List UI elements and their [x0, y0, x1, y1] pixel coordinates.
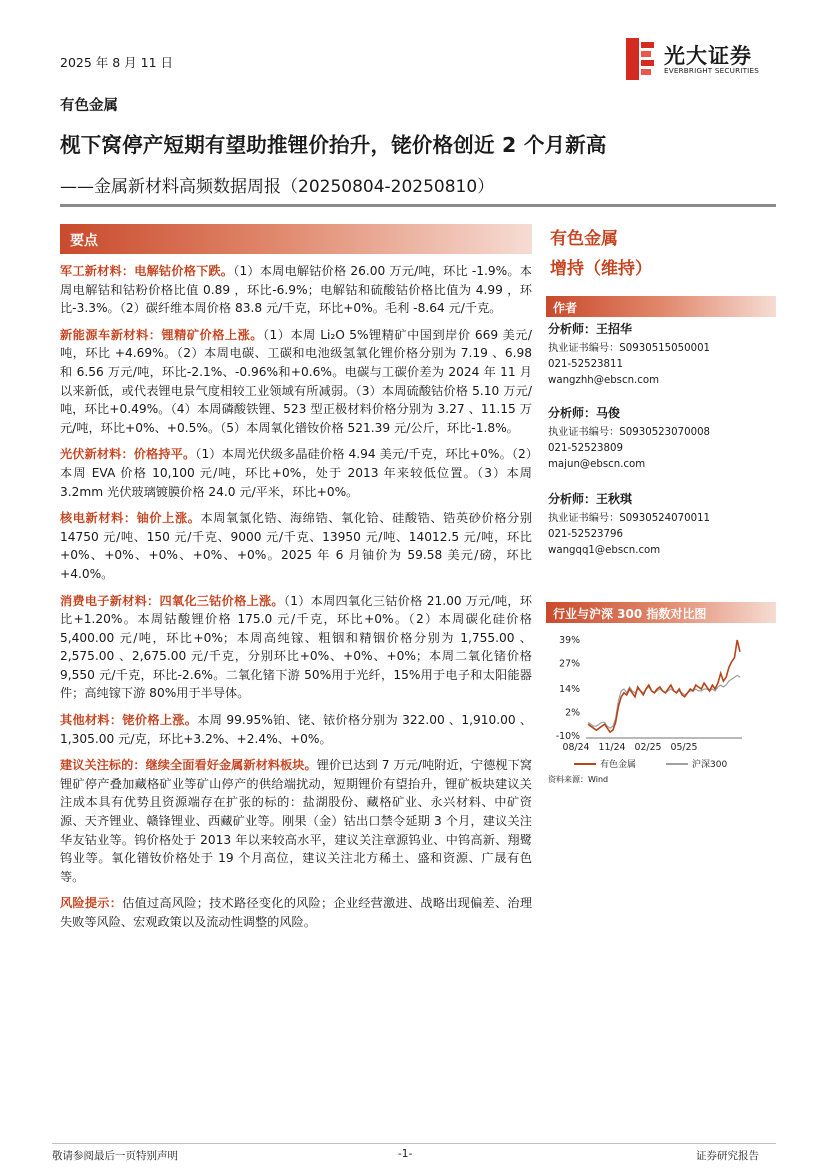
x-tick-label: 02/25 — [634, 742, 662, 753]
analyst-card — [548, 490, 776, 559]
sidebar-rating: 增持（维持） — [550, 259, 652, 279]
paragraph-risk — [60, 894, 532, 931]
analyst-phone: 021-52523811 — [548, 359, 623, 370]
footer-report-type: 证券研究报告 — [696, 1150, 759, 1162]
sector-label: 有色金属 — [60, 98, 118, 114]
paragraph-lead: 军工新材料：电解钴价格下跌。 — [60, 264, 234, 278]
logo-text-cn: 光大证券 — [664, 44, 752, 68]
paragraph-lead: 风险提示： — [60, 896, 123, 911]
paragraph-body: （1）本周光伏级多晶硅价格 4.94 美元/千克，环比+0%。（2）本周 EVA 价格 10,100 元/吨，环比+0%，处于 2013 年来较低位置。（3）本周 3.2mm 光伏玻璃镀膜价格 24.0 元/平米，环比+0%。 — [60, 447, 533, 499]
author-header — [546, 296, 776, 317]
paragraph-lead: 消费电子新材料：四氧化三钴价格上涨。 — [60, 593, 284, 608]
series-line — [588, 640, 740, 732]
analyst-phone: 021-52523796 — [548, 529, 623, 540]
report-subtitle: ——金属新材料高频数据周报（20250804-20250810） — [60, 177, 495, 197]
analyst-name: 分析师：王秋琪 — [548, 492, 633, 506]
paragraph-body: 锂价已达到 7 万元/吨附近，宁德枧下窝锂矿停产叠加藏格矿业等矿山停产的供给端扰动，短期锂价有望抬升，锂矿板块建议关注成本具有优势且资源端存在扩张的标的：盐湖股份、藏格矿业、永兴材料、中矿资源、天齐锂业、赣锋锂业、西藏矿业等。刚果（金）钴出口禁令延期 3 个月，建议关注华友钴业等。钨价格处于 2013 年以来较高水平，建议关注章源钨业、中钨高新、翔鹭钨业等。氧化镨钕价格处于 19 个月高位，建议关注北方稀土、盛和资源、广晟有色等。 — [60, 758, 533, 884]
footer-divider — [52, 1143, 776, 1144]
page-number: -1- — [398, 1148, 413, 1160]
analyst-email[interactable]: wangzhh@ebscn.com — [548, 375, 660, 386]
legend-label: 有色金属 — [600, 760, 637, 770]
logo-text-en: EVERBRIGHT SECURITIES — [664, 66, 759, 75]
paragraph-body: （1）本周电解钴价格 26.00 万元/吨，环比 -1.9%。本周电解钴和钴粉价格比值 0.89 ，环比-6.9%；电解钴和硫酸钴价格比值为 4.99 ，环比-3.3%。（2）碳纤维本周价格 83.8 元/千克，环比+0%。毛利 -8.64 元/千克。 — [60, 264, 532, 316]
analyst-cert: 执业证书编号：S0930515050001 — [548, 343, 711, 354]
x-axis — [562, 738, 742, 753]
paragraph-body: （1）本周 Li₂O 5%锂精矿中国到岸价 669 美元/吨，环比 +4.69%。（2）本周电碳、工碳和电池级氢氧化锂价格分别为 7.19 、6.98 和 6.56 万元/吨，环比-2.1%、-0.96%和+0.6%。电碳与工碳价差为 2024 年 11 月以来新低，或代表锂电景气度相较工业领域有所减弱。（3）本周硫酸钴价格 5.10 万元/吨，环比+0.49%。（4）本周磷酸铁锂、523 型正极材料价格分别为 3.27 、11.15 万元/吨，环比+0%、+0.5%。（5）本周氧化镨钕价格 521.39 元/公斤，环比-1.8%。 — [60, 327, 532, 435]
y-tick-label: -10% — [555, 731, 580, 742]
paragraph-new-energy — [60, 326, 532, 438]
analyst-card — [548, 320, 776, 389]
paragraph-photovoltaic — [60, 445, 532, 501]
analyst-cert: 执业证书编号：S0930523070008 — [548, 427, 711, 438]
x-tick-label: 11/24 — [598, 742, 626, 753]
paragraph-recommendations — [60, 756, 532, 886]
paragraph-consumer-electronics — [60, 592, 532, 704]
paragraph-other-materials — [60, 711, 532, 748]
paragraph-body: 本周 99.95%铂、铑、铱价格分别为 322.00 、1,910.00 、1,305.00 元/克，环比+3.2%、+2.4%、+0%。 — [60, 713, 533, 746]
key-points-header — [60, 224, 532, 254]
x-tick-label: 08/24 — [562, 742, 590, 753]
chart-source: 资料来源：Wind — [548, 775, 609, 784]
analyst-card — [548, 404, 776, 473]
chart-label: 行业与沪深 300 指数对比图 — [553, 607, 707, 621]
logo-mark-icon — [626, 38, 656, 80]
footer-disclaimer: 敬请参阅最后一页特别声明 — [52, 1150, 178, 1162]
analyst-name: 分析师：王招华 — [548, 322, 633, 336]
report-date: 2025 年 8 月 11 日 — [60, 55, 174, 70]
chart-lines — [588, 640, 740, 732]
analyst-name: 分析师：马俊 — [548, 406, 621, 420]
analyst-cert: 执业证书编号：S0930524070011 — [548, 513, 711, 524]
author-label: 作者 — [553, 301, 578, 315]
x-tick-label: 05/25 — [670, 742, 698, 753]
paragraph-lead: 其他材料：铑价格上涨。 — [60, 713, 198, 728]
paragraph-lead: 光伏新材料：价格持平。 — [60, 447, 196, 462]
analyst-email[interactable]: wangqq1@ebscn.com — [548, 545, 661, 556]
y-axis — [556, 635, 580, 742]
everbright-logo — [626, 38, 776, 82]
legend-label: 沪深300 — [692, 760, 728, 770]
y-tick-label: 14% — [559, 683, 580, 695]
paragraph-lead: 核电新材料：铀价上涨。 — [60, 511, 201, 526]
paragraph-lead: 新能源车新材料：锂精矿价格上涨。 — [60, 327, 263, 342]
report-title: 枧下窝停产短期有望助推锂价抬升，铑价格创近 2 个月新高 — [60, 133, 607, 157]
y-tick-label: 2% — [565, 707, 580, 719]
paragraph-military — [60, 262, 532, 318]
y-tick-label: 39% — [559, 635, 580, 646]
analyst-phone: 021-52523809 — [548, 443, 623, 454]
key-points-label: 要点 — [70, 233, 98, 249]
chart-header — [546, 602, 776, 623]
paragraph-lead: 建议关注标的：继续全面看好金属新材料板块。 — [60, 758, 317, 773]
y-tick-label: 27% — [559, 658, 580, 670]
key-points-body — [60, 262, 532, 940]
analyst-email[interactable]: majun@ebscn.com — [548, 459, 646, 470]
chart-legend — [574, 758, 727, 770]
paragraph-body: 本周氧氯化锆、海绵锆、氧化铪、硅酸锆、锆英砂价格分别 14750 元/吨、150 元/千克、9000 元/千克、13950 元/吨、14012.5 元/吨，环比+0%、+0%、+0%、+0%、+0%。2025 年 6 月铀价为 59.58 美元/磅，环比+4.0%。 — [60, 511, 533, 581]
paragraph-body: 估值过高风险；技术路径变化的风险；企业经营激进、战略出现偏差、治理失败等风险、宏观政策以及流动性调整的风险。 — [60, 896, 533, 929]
paragraph-body: （1）本周四氧化三钴价格 21.00 万元/吨，环比+1.20%。本周钴酸锂价格 175.0 元/千克，环比+0%。（2）本周碳化硅价格 5,400.00 元/吨，环比+0%；本周高纯镓、粗铟和精铟价格分别为 1,755.00 、2,575.00 、2,675.00 元/千克，分别环比+0%、+0%、+0%；本周二氧化锗价格 9,550 元/千克，环比-2.6%。二氧化锗下游 50%用于光纤，15%用于电子和太阳能器件；高纯镓下游 80%用于半导体。 — [60, 593, 532, 701]
sidebar-sector: 有色金属 — [550, 229, 618, 249]
paragraph-nuclear — [60, 509, 532, 583]
index-comparison-chart — [546, 630, 776, 780]
title-divider — [60, 204, 776, 207]
